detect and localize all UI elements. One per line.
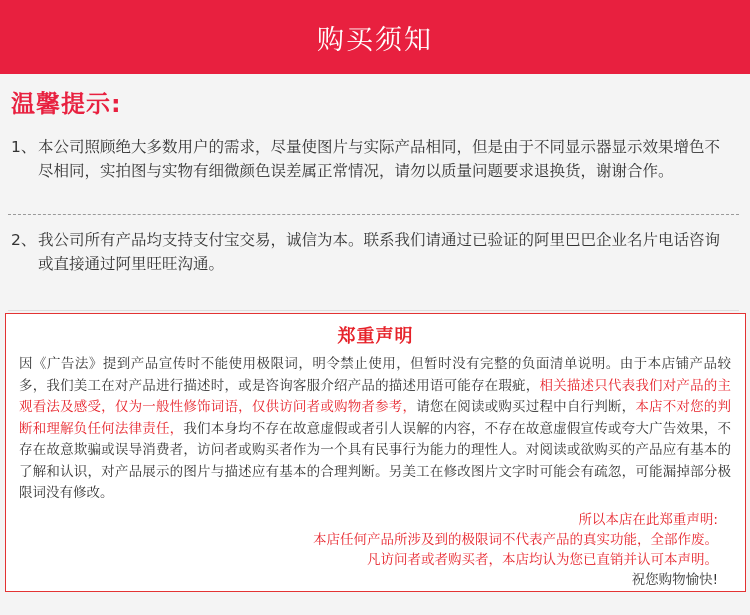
tip-text: 本公司照顾绝大多数用户的需求，尽量使图片与实际产品相同，但是由于不同显示器显示效果增色不尽相同，实拍图与实物有细微颜色误差属正常情况，请勿以质量问题要求退换货，谢谢合作。 (38, 138, 721, 180)
statement-body (19, 354, 731, 505)
dashed-divider (8, 214, 739, 215)
tips-heading: 温馨提示: (11, 90, 122, 118)
statement-highlight: 本店不对您的判断和理解负任何法律责任， (19, 399, 732, 437)
tip-item-2 (11, 229, 729, 276)
statement-footer-line: 凡访问者或者购买者，本店均认为您已直销并认可本声明。 (367, 552, 718, 568)
tip-item-1 (11, 136, 729, 183)
tip-text: 我公司所有产品均支持支付宝交易，诚信为本。联系我们请通过已验证的阿里巴巴企业名片电话咨询或直接通过阿里旺旺沟通。 (38, 231, 721, 273)
statement-closing: 祝您购物愉快! (631, 572, 718, 588)
statement-highlight: 相关描述只代表我们对产品的主观看法及感受，仅为一般性修饰词语，仅供访问者或购物者参考， (19, 377, 732, 415)
statement-footer-line: 本店任何产品所涉及到的极限词不代表产品的真实功能，全部作废。 (313, 532, 718, 548)
tip-number: 2、 (11, 231, 37, 249)
statement-panel (5, 313, 746, 592)
page-header-banner (0, 0, 750, 74)
statement-footer-line: 所以本店在此郑重声明: (578, 512, 718, 528)
section-divider (8, 310, 739, 311)
statement-title: 郑重声明 (337, 326, 414, 347)
statement-text: 因《广告法》提到产品宣传时不能使用极限词，明令禁止使用，但暂时没有完整的负面清单说明。由于本店铺产品较多，我们美工在对产品进行描述时，或是咨询客服介绍产品的描述用语可能存在瑕疵， (19, 356, 731, 394)
statement-footer (218, 510, 718, 590)
statement-text: 我们本身均不存在故意虚假或者引人误解的内容，不存在故意虚假宣传或夸大广告效果，不存在故意欺骗或误导消费者，访问者或购买者作为一个具有民事行为能力的理性人。对阅读或欲购买的产品应有基本的了解和认识，对产品展示的图片与描述应有基本的合理判断。另美工在修改图片文字时可能会有疏忽，可能漏掉部分极限词没有修改。 (19, 420, 732, 501)
tip-number: 1、 (11, 138, 37, 156)
statement-text: 请您在阅读或购买过程中自行判断， (416, 399, 636, 415)
page-title: 购买须知 (317, 24, 433, 56)
